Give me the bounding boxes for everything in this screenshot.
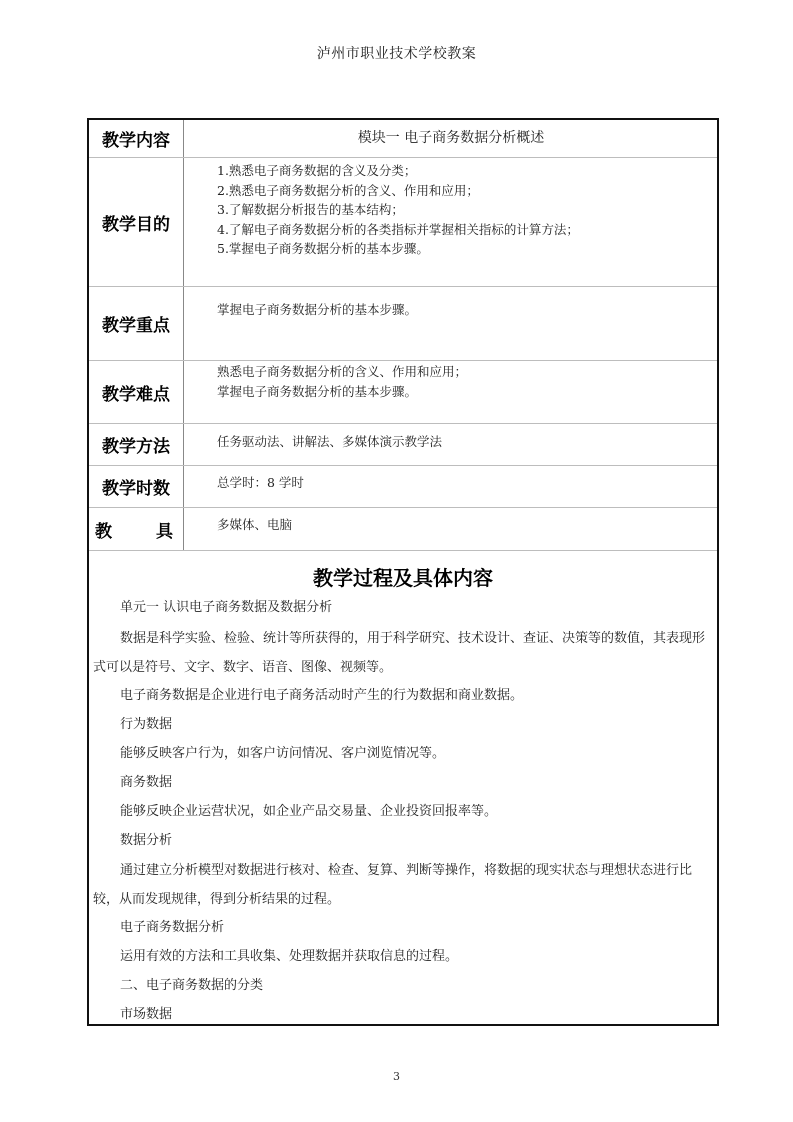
difficult-point-line: 熟悉电子商务数据分析的含义、作用和应用； <box>217 364 468 379</box>
label-teaching-aids <box>89 508 184 550</box>
teaching-hours-line: 总学时：8 学时 <box>217 475 304 490</box>
label-teaching-hours: 教学时数 <box>89 466 184 507</box>
label-key-points: 教学重点 <box>89 287 184 360</box>
row-difficult-points <box>89 361 717 424</box>
process-paragraph: 二、电子商务数据的分类 <box>120 978 264 993</box>
teaching-method-line: 任务驱动法、讲解法、多媒体演示教学法 <box>217 434 443 449</box>
process-paragraph: 数据是科学实验、检验、统计等所获得的，用于科学研究、技术设计、查证、决策等的数值，其表现形式可以是符号、文字、数字、语音、图像、视频等。 <box>93 631 706 675</box>
process-paragraph: 市场数据 <box>120 1007 173 1022</box>
process-paragraph: 单元一 认识电子商务数据及数据分析 <box>120 600 333 615</box>
page-header: 泸州市职业技术学校教案 <box>316 46 477 62</box>
process-paragraph: 行为数据 <box>120 717 173 732</box>
value-teaching-objectives <box>185 158 717 286</box>
value-teaching-aids <box>185 508 717 550</box>
difficult-point-line: 掌握电子商务数据分析的基本步骤。 <box>217 383 418 399</box>
process-paragraph: 通过建立分析模型对数据进行核对、检查、复算、判断等操作，将数据的现实状态与理想状态进行比较，从而发现规律，得到分析结果的过程。 <box>93 863 693 907</box>
value-teaching-content: 模块一 电子商务数据分析概述 <box>357 129 545 146</box>
process-paragraph: 电子商务数据分析 <box>120 920 225 935</box>
process-paragraph: 数据分析 <box>120 833 173 848</box>
label-teaching-aids-char: 具 <box>156 521 173 542</box>
objective-line: 1.熟悉电子商务数据的含义及分类； <box>217 163 417 178</box>
page-number: 3 <box>393 1070 400 1083</box>
process-paragraph: 运用有效的方法和工具收集、处理数据并获取信息的过程。 <box>120 949 459 964</box>
label-teaching-content: 教学内容 <box>89 120 184 157</box>
objective-line: 2.熟悉电子商务数据分析的含义、作用和应用； <box>217 182 479 198</box>
process-paragraph: 商务数据 <box>120 775 173 790</box>
objective-line: 5.掌握电子商务数据分析的基本步骤。 <box>217 241 429 256</box>
row-teaching-aids <box>89 508 717 551</box>
row-key-points <box>89 287 717 361</box>
process-title: 教学过程及具体内容 <box>313 566 493 590</box>
value-difficult-points <box>185 361 717 423</box>
objective-line: 4.了解电子商务数据分析的各类指标并掌握相关指标的计算方法； <box>217 221 579 237</box>
lesson-plan-table <box>87 118 719 1026</box>
label-teaching-aids-char: 教 <box>95 521 112 542</box>
value-key-points <box>185 287 717 360</box>
row-teaching-content <box>89 120 717 158</box>
label-teaching-objectives: 教学目的 <box>89 158 184 286</box>
process-paragraph: 电子商务数据是企业进行电子商务活动时产生的行为数据和商业数据。 <box>120 688 524 703</box>
row-teaching-hours <box>89 466 717 508</box>
process-paragraph: 能够反映客户行为，如客户访问情况、客户浏览情况等。 <box>120 746 446 761</box>
teaching-aids-line: 多媒体、电脑 <box>217 517 293 532</box>
value-teaching-methods <box>185 424 717 465</box>
label-difficult-points: 教学难点 <box>89 361 184 423</box>
row-teaching-methods <box>89 424 717 466</box>
key-point-line: 掌握电子商务数据分析的基本步骤。 <box>217 302 418 317</box>
value-teaching-hours <box>185 466 717 507</box>
row-teaching-objectives <box>89 158 717 287</box>
objective-line: 3.了解数据分析报告的基本结构； <box>217 202 404 217</box>
label-teaching-methods: 教学方法 <box>89 424 184 465</box>
process-paragraph: 能够反映企业运营状况，如企业产品交易量、企业投资回报率等。 <box>120 804 498 819</box>
